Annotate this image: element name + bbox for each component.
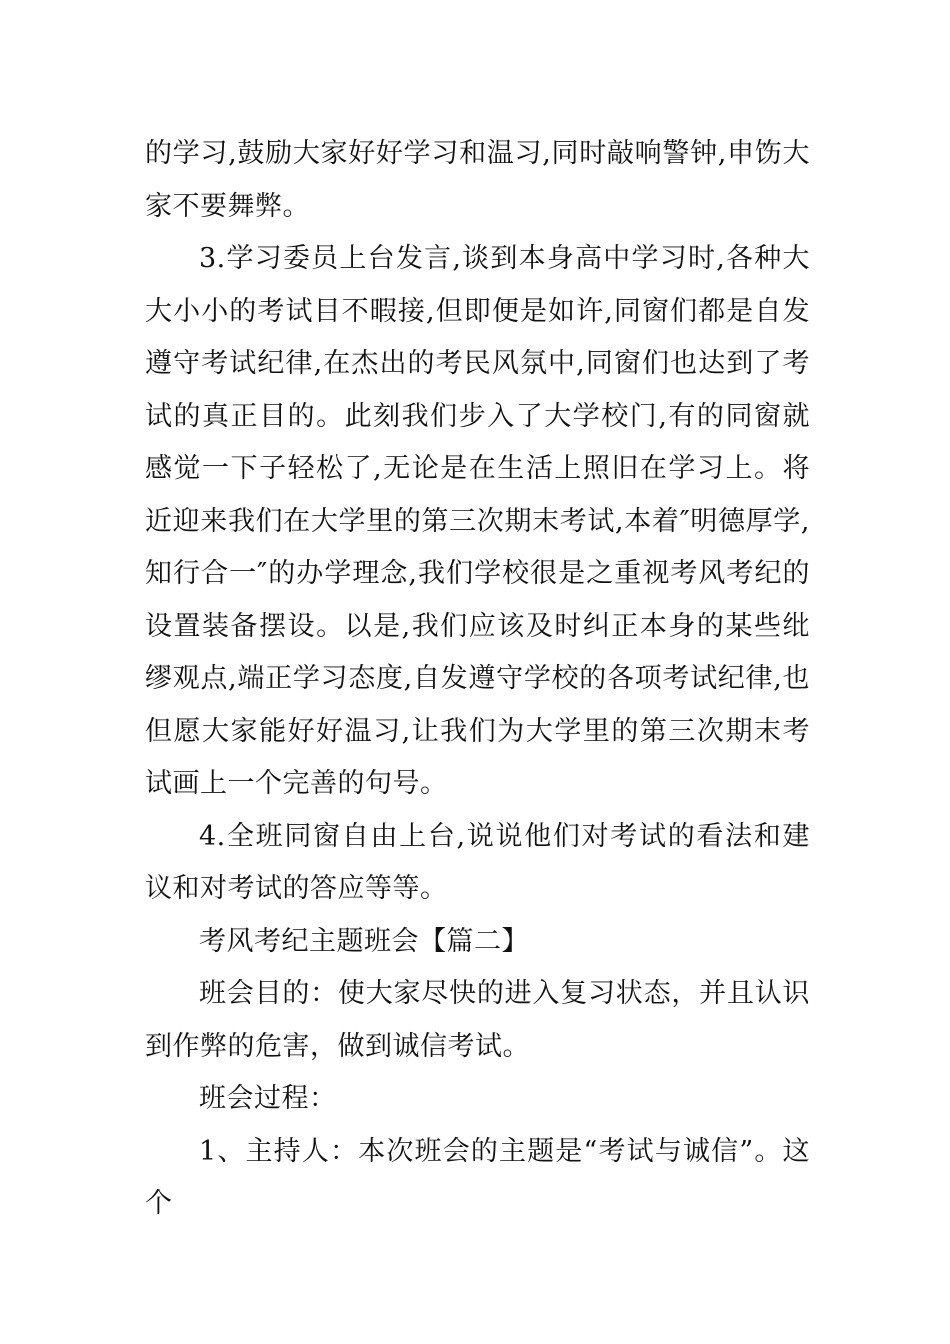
document-body <box>145 128 810 1231</box>
paragraph-meeting-purpose: 班会目的：使大家尽快的进入复习状态，并且认识到作弊的危害，做到诚信考试。 <box>145 978 810 1062</box>
paragraph-continuation: 的学习,鼓励大家好好学习和温习,同时敲响警钟,申饬大家不要舞弊。 <box>145 138 810 222</box>
paragraph-meeting-process: 班会过程： <box>199 1083 337 1114</box>
section-heading: 考风考纪主题班会【篇二】 <box>199 925 529 957</box>
paragraph-host-intro: 1、主持人：本次班会的主题是“考试与诚信”。这个 <box>145 1135 810 1219</box>
paragraph-item-4: 4.全班同窗自由上台,说说他们对考试的看法和建议和对考试的答应等等。 <box>145 820 810 904</box>
paragraph-item-3: 3.学习委员上台发言,谈到本身高中学习时,各种大大小小的考试目不暇接,但即便是如许,同窗们都是自发遵守考试纪律,在杰出的考民风氛中,同窗们也达到了考试的真正目的。此刻我们步入了大学校门,有的同窗就感觉一下子轻松了,无论是在生活上照旧在学习上。将近迎来我们在大学里的第三次期末考试,本着″明德厚学,知行合一″的办学理念,我们学校很是之重视考风考纪的设置装备摆设。以是,我们应该及时纠正本身的某些纰缪观点,端正学习态度,自发遵守学校的各项考试纪律,也但愿大家能好好温习,让我们为大学里的第三次期末考试画上一个完善的句号。 <box>145 243 810 799</box>
